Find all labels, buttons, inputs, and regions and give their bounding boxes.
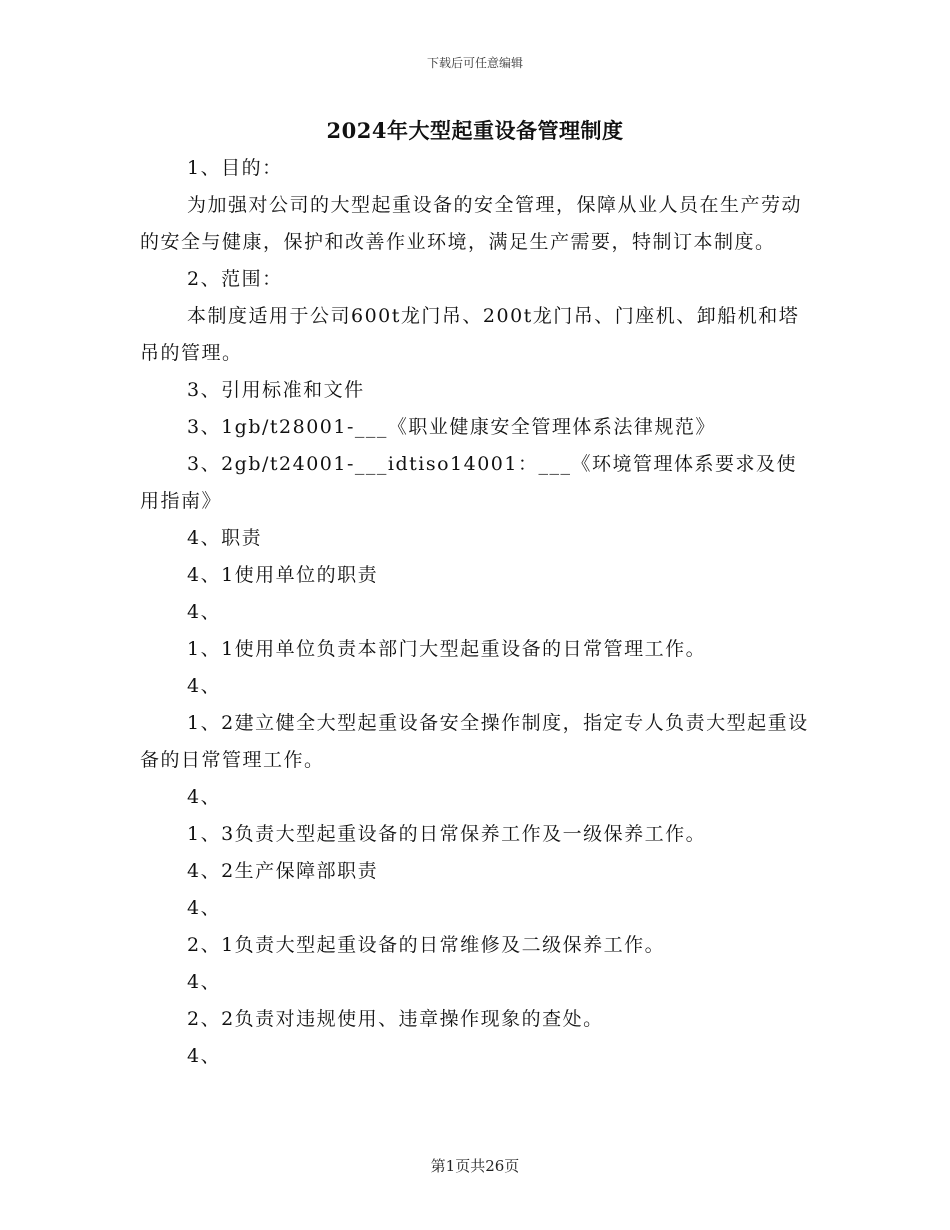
paragraph: 3、2gb/t24001-___idtiso14001：___《环境管理体系要求及使用指南》 xyxy=(140,453,797,512)
paragraph: 2、范围： xyxy=(187,268,283,290)
document-title: 2024年大型起重设备管理制度 xyxy=(326,118,624,143)
page-footer: 第1页共26页 xyxy=(430,1157,520,1175)
paragraph: 1、2建立健全大型起重设备安全操作制度，指定专人负责大型起重设备的日常管理工作。 xyxy=(140,712,809,771)
paragraph: 2、1负责大型起重设备的日常维修及二级保养工作。 xyxy=(187,934,666,956)
paragraph: 本制度适用于公司600t龙门吊、200t龙门吊、门座机、卸船机和塔吊的管理。 xyxy=(140,305,800,364)
paragraph: 4、2生产保障部职责 xyxy=(187,860,379,882)
paragraph: 4、 xyxy=(187,601,222,623)
paragraph: 4、 xyxy=(187,971,222,993)
paragraph: 4、1使用单位的职责 xyxy=(187,564,379,586)
paragraph: 3、引用标准和文件 xyxy=(187,379,365,401)
paragraph: 1、3负责大型起重设备的日常保养工作及一级保养工作。 xyxy=(187,823,707,845)
paragraph: 4、 xyxy=(187,786,222,808)
paragraph: 4、 xyxy=(187,675,222,697)
paragraph: 为加强对公司的大型起重设备的安全管理，保障从业人员在生产劳动的安全与健康，保护和改善作业环境，满足生产需要，特制订本制度。 xyxy=(140,194,803,253)
paragraph: 4、 xyxy=(187,1045,222,1067)
document-body xyxy=(140,150,810,1075)
paragraph: 1、目的： xyxy=(187,157,283,179)
page-header: 下载后可任意编辑 xyxy=(426,56,523,70)
paragraph: 3、1gb/t28001-___《职业健康安全管理体系法律规范》 xyxy=(187,416,716,438)
paragraph: 1、1使用单位负责本部门大型起重设备的日常管理工作。 xyxy=(187,638,707,660)
paragraph: 2、2负责对违规使用、违章操作现象的查处。 xyxy=(187,1008,604,1030)
paragraph: 4、职责 xyxy=(187,527,263,549)
paragraph: 4、 xyxy=(187,897,222,919)
